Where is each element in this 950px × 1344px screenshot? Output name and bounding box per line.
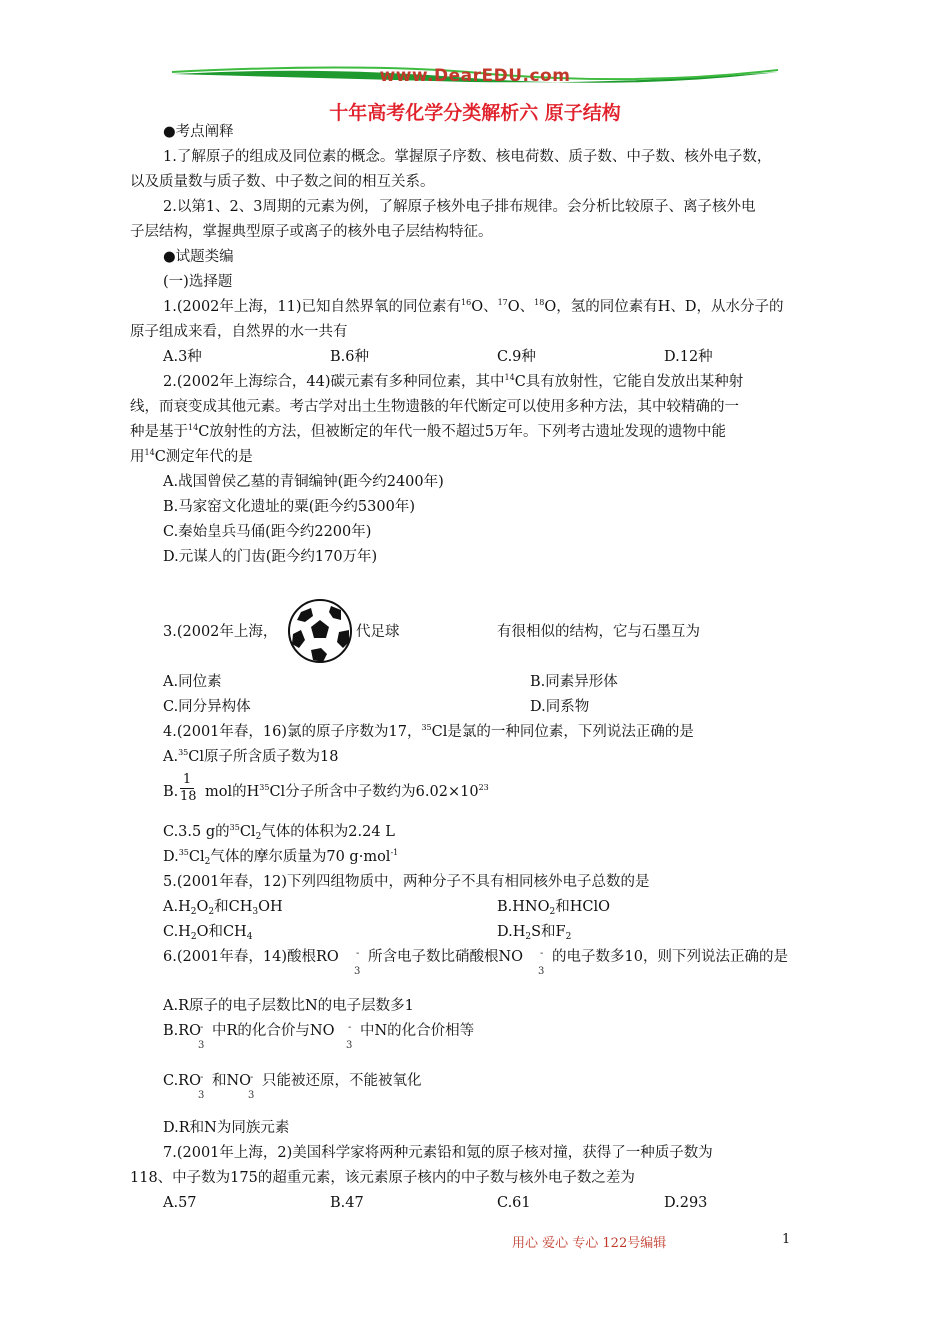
ion-subscript: 3 (354, 966, 361, 977)
option-d: $D.^{35}Cl_2$气体的摩尔质量为70 g·mol$^{-1}$ (163, 848, 399, 867)
ion-charge: - (200, 1022, 204, 1033)
option-c-text: 和NO (212, 1073, 252, 1089)
question-stem: 线，而衰变成其他元素。考古学对出土生物遗骸的年代断定可以使用多种方法，其中较精确的一 (130, 399, 739, 415)
option-b-text: mol的$H^{35}Cl$分子所含中子数约为$6.02\times 10^{23}$ (205, 783, 489, 800)
ion-charge: - (348, 1022, 352, 1033)
question-stem: 有很相似的结构，它与石墨互为 (497, 624, 700, 640)
question-stem: 原子组成来看，自然界的水一共有 (130, 324, 348, 340)
question-stem: 118、中子数为175的超重元素，该元素原子核内的中子数与核外电子数之差为 (130, 1170, 635, 1186)
option-c: C.61 (497, 1195, 531, 1211)
option-b: B. (163, 784, 179, 800)
option-b: B.6种 (330, 349, 369, 365)
page-number: 1 (782, 1232, 791, 1247)
question-stem: 代足球 (356, 624, 400, 640)
question-stem: 所含电子数比硝酸根NO (368, 949, 524, 965)
ion-charge: - (540, 948, 544, 959)
option-c: C.3.5 g的$^{35}Cl_2$气体的体积为2.24 L (163, 823, 395, 842)
option-b: $B.HNO_2$和HClO (497, 899, 610, 917)
question-stem: 3.(2002年上海， (163, 624, 278, 640)
paragraph: 1.了解原子的组成及同位素的概念。掌握原子序数、核电荷数、质子数、中子数、核外电子数， (163, 149, 772, 165)
ion-subscript: 3 (538, 966, 545, 977)
option-b: B.同素异形体 (530, 674, 618, 690)
option-b-text: 中N的化合价相等 (360, 1023, 475, 1039)
site-url: www.DearEDU.com (379, 66, 571, 86)
paragraph: 以及质量数与质子数、中子数之间的相互关系。 (130, 174, 435, 190)
option-a: A.R原子的电子层数比N的电子层数多1 (163, 998, 414, 1014)
option-d: D.R和N为同族元素 (163, 1120, 290, 1136)
option-c: C.RO (163, 1073, 201, 1089)
ion-subscript: 3 (248, 1090, 255, 1101)
option-b-text: 中R的化合价与NO (212, 1023, 335, 1039)
option-c: C.9种 (497, 349, 536, 365)
option-c-text: 只能被还原，不能被氧化 (262, 1073, 422, 1089)
page-title: 十年高考化学分类解析六 原子结构 (329, 102, 621, 124)
option-a: A.同位素 (163, 674, 222, 690)
ion-charge: - (200, 1072, 204, 1083)
section-heading: ●试题类编 (163, 249, 234, 265)
site-banner (170, 60, 780, 92)
option-a: A.战国曾侯乙墓的青铜编钟(距今约2400年) (163, 474, 444, 490)
paragraph: 子层结构，掌握典型原子或离子的核外电子层结构特征。 (130, 224, 493, 240)
subsection-heading: (一)选择题 (163, 274, 233, 290)
option-a: A.$^{35}$Cl原子所含质子数为18 (163, 748, 339, 765)
option-d: D.293 (664, 1195, 708, 1211)
question-stem: 的电子数多10，则下列说法正确的是 (552, 949, 788, 965)
section-heading: ●考点阐释 (163, 124, 234, 140)
question-stem: 4.(2001年春，16)氯的原子序数为17，$^{35}$Cl是氯的一种同位素，下列说法正确的是 (163, 723, 694, 740)
fraction: $\frac{1}{18}$ (180, 772, 197, 804)
option-c: C.同分异构体 (163, 699, 251, 715)
option-a: $A.H_2O_2$和$CH_3OH$ (163, 899, 283, 917)
ion-charge: - (250, 1072, 254, 1083)
option-b: B.马家窑文化遗址的粟(距今约5300年) (163, 499, 415, 515)
ion-charge: - (356, 948, 360, 959)
ion-subscript: 3 (198, 1040, 205, 1051)
ion-subscript: 3 (346, 1040, 353, 1051)
option-d: D.同系物 (530, 699, 590, 715)
option-b: B.RO (163, 1023, 202, 1039)
option-d: D.12种 (664, 349, 713, 365)
paragraph: 2.以第1、2、3周期的元素为例，了解原子核外电子排布规律。会分析比较原子、离子核外电 (163, 199, 756, 215)
option-b: B.47 (330, 1195, 364, 1211)
football-icon (287, 598, 353, 664)
option-c: C.秦始皇兵马俑(距今约2200年) (163, 524, 372, 540)
option-d: D.元谋人的门齿(距今约170万年) (163, 549, 378, 565)
question-stem: 用$^{14}$C测定年代的是 (130, 448, 253, 465)
footer-text: 用心 爱心 专心 122号编辑 (512, 1236, 667, 1251)
question-stem: 种是基于$^{14}$C放射性的方法，但被断定的年代一般不超过5万年。下列考古遗址发现的遗物中能 (130, 423, 727, 440)
ion-subscript: 3 (198, 1090, 205, 1101)
question-stem: 5.(2001年春，12)下列四组物质中，两种分子不具有相同核外电子总数的是 (163, 874, 650, 890)
question-stem: 6.(2001年春，14)酸根RO (163, 949, 339, 965)
option-d: $D.H_2S$和$F_2$ (497, 924, 572, 942)
question-stem: 1.(2002年上海，11)已知自然界氧的同位素有$^{16}$O、$^{17}$O、$^{18}$O，氢的同位素有H、D，从水分子的 (163, 298, 784, 315)
option-a: A.57 (163, 1195, 197, 1211)
option-a: A.3种 (163, 349, 202, 365)
question-stem: 7.(2001年上海，2)美国科学家将两种元素铅和氪的原子核对撞，获得了一种质子数为 (163, 1145, 713, 1161)
question-stem: 2.(2002年上海综合，44)碳元素有多种同位素，其中$^{14}$C具有放射性，它能自发放出某种射 (163, 373, 744, 390)
option-c: $C.H_2O$和$CH_4$ (163, 924, 253, 942)
